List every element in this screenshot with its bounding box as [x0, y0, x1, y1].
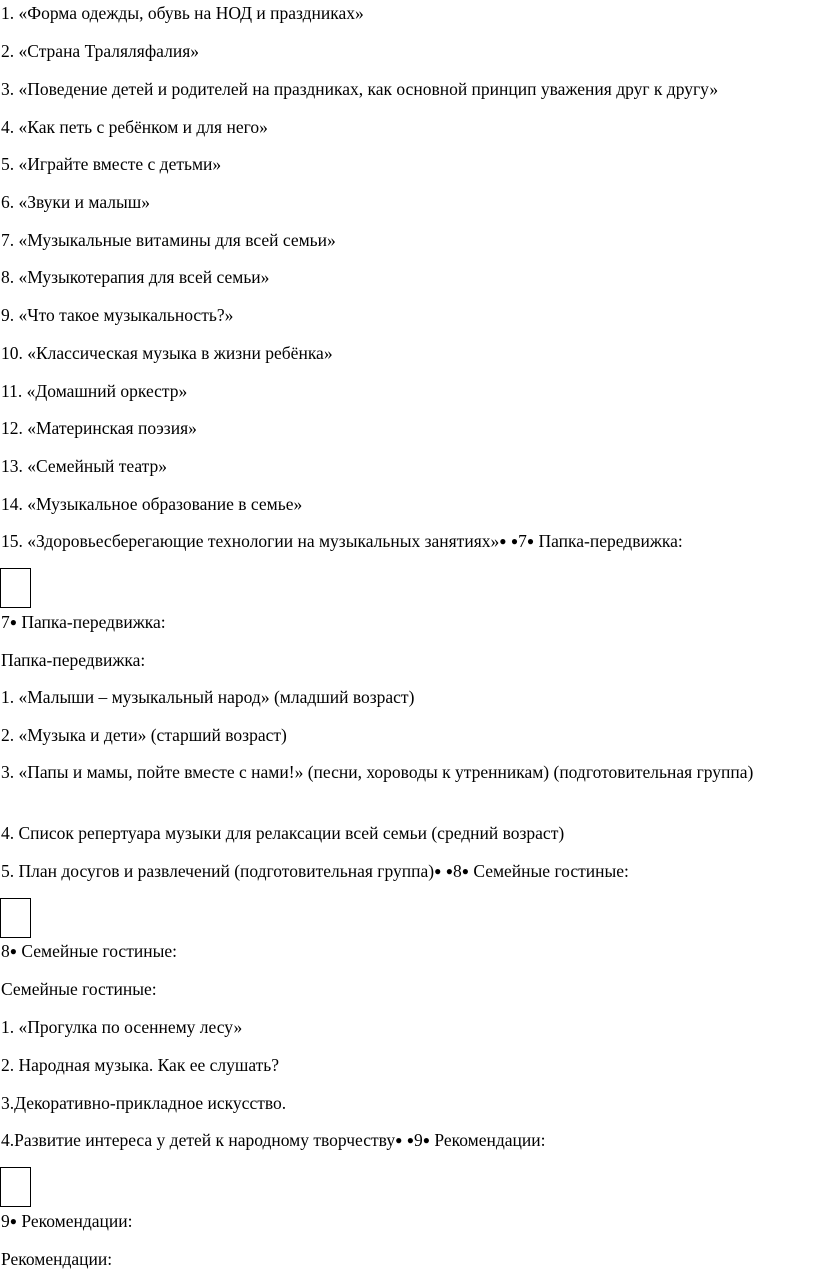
list-item: 2. «Музыка и дети» (старший возраст)	[1, 725, 287, 745]
section-number: 8	[452, 861, 462, 881]
bullet-icon: ●	[434, 864, 442, 878]
list-item-text: 4.Развитие интереса у детей к народному творчеству	[1, 1130, 396, 1150]
list-item: 9. «Что такое музыкальность?»	[1, 305, 234, 325]
section-heading: Папка-передвижка:	[1, 650, 146, 670]
list-item-with-trail	[1, 860, 806, 885]
list-item: 8. «Музыкотерапия для всей семьи»	[1, 267, 270, 287]
list-item-text: 15. «Здоровьесберегающие технологии на музыкальных занятиях»	[1, 531, 500, 551]
section-number: 9	[413, 1130, 423, 1150]
section-title-trail: Папка-передвижка:	[534, 531, 683, 551]
bullet-icon: ●	[9, 615, 17, 629]
bullet-icon: ●	[445, 864, 453, 878]
list-item: 6. «Звуки и малыш»	[1, 192, 151, 212]
bullet-icon: ●	[9, 1214, 17, 1228]
list-item: 1. «Форма одежды, обувь на НОД и праздниках»	[1, 3, 364, 23]
list-item: 11. «Домашний оркестр»	[1, 381, 188, 401]
list-item: 1. «Прогулка по осеннему лесу»	[1, 1017, 243, 1037]
image-placeholder-box	[0, 568, 31, 608]
list-item: 2. Народная музыка. Как ее слушать?	[1, 1055, 280, 1075]
section-number: 7	[518, 531, 527, 551]
bullet-icon: ●	[422, 1133, 430, 1147]
list-item: 12. «Материнская поэзия»	[1, 418, 197, 438]
bullet-icon: ●	[526, 534, 535, 548]
section-heading: Семейные гостиные:	[1, 979, 157, 999]
section-heading: Рекомендации:	[1, 1249, 113, 1269]
list-item-with-trail	[1, 1129, 806, 1154]
list-item: 2. «Страна Траляляфалия»	[1, 41, 199, 61]
section-heading-numbered	[1, 940, 806, 965]
section-title: Рекомендации:	[17, 1211, 133, 1231]
list-item: 7. «Музыкальные витамины для всей семьи»	[1, 230, 336, 250]
list-item: 4. «Как петь с ребёнком и для него»	[1, 117, 268, 137]
image-placeholder-box	[0, 898, 31, 938]
section-title: Семейные гостиные:	[17, 941, 177, 961]
list-item-with-trail	[1, 530, 806, 555]
bullet-icon: ●	[9, 944, 17, 958]
section-title: Папка-передвижка:	[17, 612, 166, 632]
section-number: 7	[1, 612, 10, 632]
image-placeholder-box	[0, 1167, 31, 1207]
section-title-trail: Семейные гостиные:	[468, 861, 629, 881]
section-number: 8	[1, 941, 10, 961]
section-number: 9	[1, 1211, 10, 1231]
list-item: 14. «Музыкальное образование в семье»	[1, 494, 303, 514]
section-heading-numbered	[1, 611, 806, 636]
list-item: 4. Список репертуара музыки для релаксации всей семьи (средний возраст)	[1, 823, 565, 843]
list-item-text: 5. План досугов и развлечений (подготовительная группа)	[1, 861, 435, 881]
list-item: 3. «Папы и мамы, пойте вместе с нами!» (песни, хороводы к утренникам) (подготовительная группа)	[1, 762, 754, 782]
list-item: 10. «Классическая музыка в жизни ребёнка»	[1, 343, 333, 363]
list-item: 3. «Поведение детей и родителей на праздниках, как основной принцип уважения друг к другу»	[1, 79, 719, 99]
list-item: 5. «Играйте вместе с детьми»	[1, 154, 222, 174]
list-item: 3.Декоративно-прикладное искусство.	[1, 1093, 287, 1113]
bullet-icon: ●	[395, 1133, 403, 1147]
bullet-icon: ●	[510, 534, 519, 548]
bullet-icon: ●	[499, 534, 507, 548]
list-item: 1. «Малыши – музыкальный народ» (младший возраст)	[1, 687, 415, 707]
bullet-icon: ●	[406, 1133, 414, 1147]
bullet-icon: ●	[461, 864, 469, 878]
section-title-trail: Рекомендации:	[429, 1130, 546, 1150]
section-heading-numbered	[1, 1210, 806, 1235]
list-item: 13. «Семейный театр»	[1, 456, 168, 476]
